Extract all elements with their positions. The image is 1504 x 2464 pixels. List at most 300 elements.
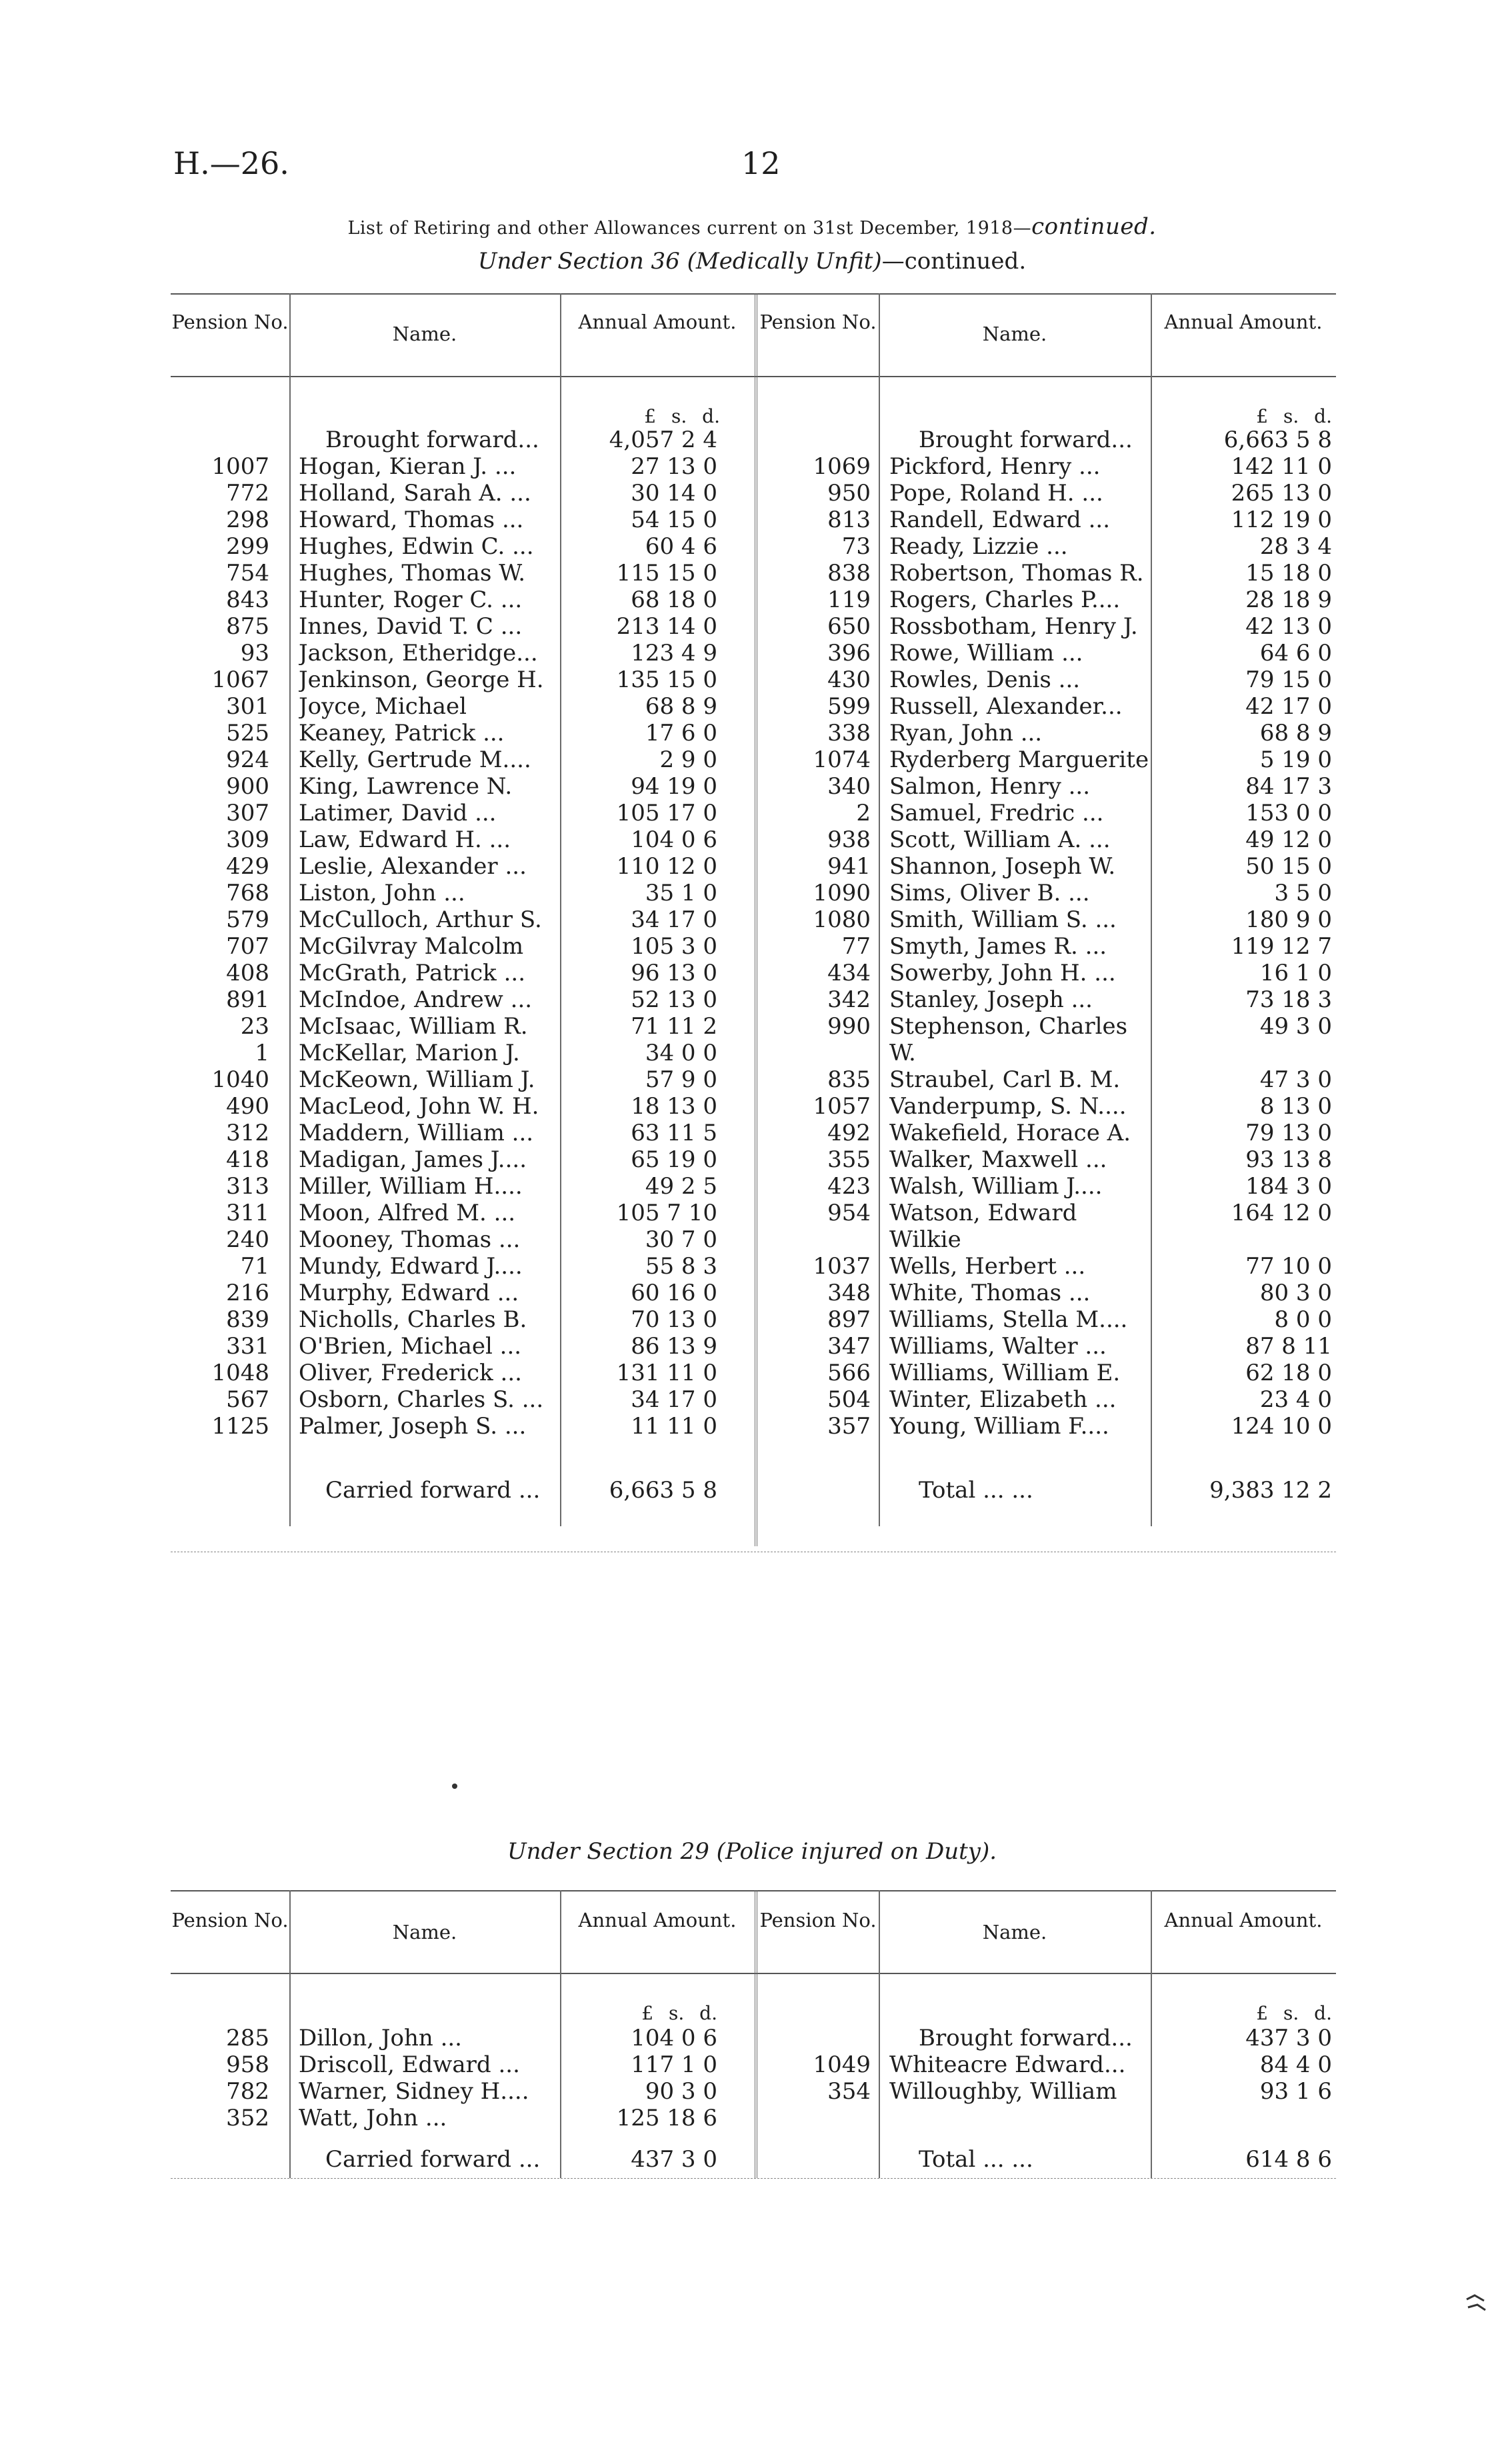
annual-amount: 60 4 6 — [645, 533, 717, 560]
pension-no: 492 — [827, 1120, 871, 1146]
section36-subheading — [0, 248, 1504, 275]
annual-amount: 57 9 0 — [645, 1066, 717, 1093]
page-heading — [0, 213, 1504, 240]
pensioner-name: Dillon, John ... — [299, 2025, 462, 2051]
pension-no: 990 — [827, 1013, 871, 1040]
pension-no: 429 — [226, 853, 269, 880]
pension-no: 348 — [827, 1280, 871, 1306]
pensioner-name: Ready, Lizzie ... — [889, 533, 1068, 560]
pensioner-name: Holland, Sarah A. ... — [299, 480, 531, 507]
pension-no: 423 — [827, 1173, 871, 1200]
table-row — [171, 1120, 1336, 1146]
pensioner-name: Watson, Edward — [889, 1200, 1077, 1226]
table-row — [171, 800, 1336, 826]
pension-no: 434 — [827, 960, 871, 986]
pensioner-name: Hunter, Roger C. ... — [299, 587, 523, 613]
annual-amount: 87 8 11 — [1245, 1333, 1332, 1360]
pensioner-name: Young, William F.... — [889, 1413, 1109, 1440]
annual-amount: 49 3 0 — [1259, 1013, 1332, 1040]
annual-amount: 180 9 0 — [1245, 906, 1332, 933]
pension-no: 430 — [827, 666, 871, 693]
pensioner-name: Kelly, Gertrude M.... — [299, 746, 531, 773]
pension-no: 340 — [827, 773, 871, 800]
annual-amount: 115 15 0 — [616, 560, 717, 587]
pensioner-name: Liston, John ... — [299, 880, 465, 906]
carried-forward-label: Carried forward ... — [325, 2146, 541, 2173]
table-row — [171, 1040, 1336, 1066]
table-row — [171, 2105, 1336, 2131]
pension-no: 347 — [827, 1333, 871, 1360]
annual-amount: 34 17 0 — [631, 1386, 717, 1413]
pension-no: 1069 — [813, 453, 871, 480]
header-rule — [171, 376, 1336, 377]
annual-amount: 71 11 2 — [631, 1013, 717, 1040]
brought-forward-amount: 4,057 2 4 — [609, 427, 717, 453]
top-rule — [171, 293, 1336, 295]
table-row — [171, 1280, 1336, 1306]
pension-no: 941 — [827, 853, 871, 880]
pension-no: 408 — [226, 960, 269, 986]
table-row — [171, 693, 1336, 720]
table-row — [171, 2051, 1336, 2078]
pension-no: 1125 — [211, 1413, 269, 1440]
table-row — [171, 666, 1336, 693]
annual-amount: 117 1 0 — [631, 2051, 717, 2078]
table-row — [171, 773, 1336, 800]
annual-amount: 142 11 0 — [1231, 453, 1332, 480]
pension-no: 354 — [827, 2078, 871, 2105]
pensioner-name: Wilkie — [889, 1226, 961, 1253]
pensioner-name: Wells, Herbert ... — [889, 1253, 1086, 1280]
col-header-annual-amount: Annual Amount. — [1164, 1909, 1323, 1931]
pensioner-name: Mundy, Edward J.... — [299, 1253, 523, 1280]
pensioner-name: Williams, Walter ... — [889, 1333, 1107, 1360]
pension-no: 1067 — [211, 666, 269, 693]
annual-amount: 96 13 0 — [631, 960, 717, 986]
pensioner-name: McGilvray Malcolm — [299, 933, 524, 960]
pensioner-name: Smyth, James R. ... — [889, 933, 1107, 960]
annual-amount: 28 18 9 — [1245, 587, 1332, 613]
annual-amount: 28 3 4 — [1259, 533, 1332, 560]
table-row — [171, 587, 1336, 613]
annual-amount: 30 7 0 — [645, 1226, 717, 1253]
table-row — [171, 533, 1336, 560]
annual-amount: 42 17 0 — [1245, 693, 1332, 720]
table-row — [171, 960, 1336, 986]
annual-amount: 35 1 0 — [645, 880, 717, 906]
annual-amount: 17 6 0 — [645, 720, 717, 746]
col-header-annual-amount: Annual Amount. — [1164, 311, 1323, 333]
pension-no: 707 — [226, 933, 269, 960]
brought-forward-amount: 6,663 5 8 — [1223, 427, 1332, 453]
annual-amount: 164 12 0 — [1231, 1200, 1332, 1226]
pensioner-name: Robertson, Thomas R. — [889, 560, 1144, 587]
col-header-name: Name. — [392, 1921, 457, 1943]
col-header-pension-no: Pension No. — [759, 1909, 877, 1931]
pension-no: 307 — [226, 800, 269, 826]
annual-amount: 94 19 0 — [631, 773, 717, 800]
table-row — [171, 1386, 1336, 1413]
table-row — [171, 560, 1336, 587]
annual-amount: 153 0 0 — [1245, 800, 1332, 826]
pensioner-name: Rossbotham, Henry J. — [889, 613, 1138, 640]
pension-no: 813 — [827, 507, 871, 533]
carried-forward-amount: 6,663 5 8 — [609, 1477, 717, 1504]
pensioner-name: Mooney, Thomas ... — [299, 1226, 521, 1253]
annual-amount: 64 6 0 — [1259, 640, 1332, 666]
pensioner-name: Oliver, Frederick ... — [299, 1360, 522, 1386]
brought-forward-label: Brought forward... — [919, 2025, 1133, 2051]
pensioner-name: King, Lawrence N. — [299, 773, 513, 800]
table-row — [171, 507, 1336, 533]
pensioner-name: Pickford, Henry ... — [889, 453, 1101, 480]
section29-table — [171, 1890, 1336, 2210]
stray-mark — [1464, 2287, 1487, 2314]
pension-no: 1074 — [813, 746, 871, 773]
currency-units: £ s. d. — [644, 405, 720, 427]
pensioner-name: Rowles, Denis ... — [889, 666, 1081, 693]
annual-amount: 49 2 5 — [645, 1173, 717, 1200]
pensioner-name: Palmer, Joseph S. ... — [299, 1413, 527, 1440]
pension-no: 119 — [827, 587, 871, 613]
pension-no: 490 — [226, 1093, 269, 1120]
pensioner-name: Stephenson, Charles — [889, 1013, 1128, 1040]
pensioner-name: Ryan, John ... — [889, 720, 1043, 746]
col-header-name: Name. — [982, 1921, 1047, 1943]
total-amount: 614 8 6 — [1245, 2146, 1332, 2173]
annual-amount: 110 12 0 — [616, 853, 717, 880]
pensioner-name: Warner, Sidney H.... — [299, 2078, 529, 2105]
pension-no: 93 — [240, 640, 269, 666]
annual-amount: 265 13 0 — [1231, 480, 1332, 507]
annual-amount: 8 0 0 — [1274, 1306, 1332, 1333]
table-row — [171, 1200, 1336, 1226]
col-header-annual-amount: Annual Amount. — [578, 311, 737, 333]
pension-no: 938 — [827, 826, 871, 853]
col-header-pension-no: Pension No. — [759, 311, 877, 333]
pension-no: 352 — [226, 2105, 269, 2131]
pensioner-name: Nicholls, Charles B. — [299, 1306, 527, 1333]
table-row — [171, 1066, 1336, 1093]
pension-no: 875 — [226, 613, 269, 640]
pensioner-name: Whiteacre Edward... — [889, 2051, 1126, 2078]
table-row — [171, 1226, 1336, 1253]
pensioner-name: MacLeod, John W. H. — [299, 1093, 539, 1120]
pensioner-name: Jenkinson, George H. — [299, 666, 544, 693]
carried-forward-label: Carried forward ... — [325, 1477, 541, 1504]
annual-amount: 131 11 0 — [616, 1360, 717, 1386]
pensioner-name: Shannon, Joseph W. — [889, 853, 1116, 880]
annual-amount: 63 11 5 — [631, 1120, 717, 1146]
table-row — [171, 640, 1336, 666]
annual-amount: 84 4 0 — [1259, 2051, 1332, 2078]
pensioner-name: Innes, David T. C ... — [299, 613, 523, 640]
header-rule — [171, 1973, 1336, 1974]
subheading-continued: —continued. — [881, 248, 1027, 275]
pensioner-name: McCulloch, Arthur S. — [299, 906, 542, 933]
pensioner-name: Rogers, Charles P.... — [889, 587, 1121, 613]
annual-amount: 62 18 0 — [1245, 1360, 1332, 1386]
brought-forward-label: Brought forward... — [325, 427, 539, 453]
annual-amount: 73 18 3 — [1245, 986, 1332, 1013]
pension-no: 313 — [226, 1173, 269, 1200]
pension-no: 504 — [827, 1386, 871, 1413]
table-row — [171, 1013, 1336, 1040]
pension-no: 338 — [827, 720, 871, 746]
annual-amount: 34 0 0 — [645, 1040, 717, 1066]
table-row — [171, 1360, 1336, 1386]
pension-no: 1057 — [813, 1093, 871, 1120]
table-row — [171, 746, 1336, 773]
pension-no: 897 — [827, 1306, 871, 1333]
pension-no: 579 — [226, 906, 269, 933]
annual-amount: 8 13 0 — [1259, 1093, 1332, 1120]
pension-no: 843 — [226, 587, 269, 613]
pension-no: 309 — [226, 826, 269, 853]
pensioner-name: McKellar, Marion J. — [299, 1040, 520, 1066]
pensioner-name: Pope, Roland H. ... — [889, 480, 1103, 507]
table-row — [171, 1173, 1336, 1200]
annual-amount: 93 13 8 — [1245, 1146, 1332, 1173]
pensioner-name: Joyce, Michael — [299, 693, 467, 720]
pension-no: 567 — [226, 1386, 269, 1413]
annual-amount: 18 13 0 — [631, 1093, 717, 1120]
carried-forward-amount: 437 3 0 — [631, 2146, 717, 2173]
pension-no: 418 — [226, 1146, 269, 1173]
pensioner-name: Watt, John ... — [299, 2105, 447, 2131]
annual-amount: 124 10 0 — [1231, 1413, 1332, 1440]
table-row — [171, 933, 1336, 960]
pension-no: 900 — [226, 773, 269, 800]
table-row — [171, 1253, 1336, 1280]
pension-no: 924 — [226, 746, 269, 773]
pension-no: 311 — [226, 1200, 269, 1226]
currency-units: £ s. d. — [1256, 405, 1332, 427]
annual-amount: 105 3 0 — [631, 933, 717, 960]
annual-amount: 52 13 0 — [631, 986, 717, 1013]
pension-no: 768 — [226, 880, 269, 906]
pensioner-name: Winter, Elizabeth ... — [889, 1386, 1117, 1413]
pension-no: 782 — [226, 2078, 269, 2105]
page-number: 12 — [741, 145, 781, 181]
pension-no: 240 — [226, 1226, 269, 1253]
pensioner-name: Hogan, Kieran J. ... — [299, 453, 517, 480]
pension-no: 1080 — [813, 906, 871, 933]
pensioner-name: Scott, William A. ... — [889, 826, 1111, 853]
pensioner-name: Keaney, Patrick ... — [299, 720, 505, 746]
pensioner-name: McKeown, William J. — [299, 1066, 535, 1093]
annual-amount: 70 13 0 — [631, 1306, 717, 1333]
table-row — [171, 1306, 1336, 1333]
pensioner-name: Jackson, Etheridge... — [299, 640, 538, 666]
currency-units: £ s. d. — [641, 2002, 717, 2024]
annual-amount: 112 19 0 — [1231, 507, 1332, 533]
pensioner-name: Straubel, Carl B. M. — [889, 1066, 1121, 1093]
annual-amount: 47 3 0 — [1259, 1066, 1332, 1093]
pension-no: 2 — [856, 800, 871, 826]
table-row — [171, 1146, 1336, 1173]
annual-amount: 79 13 0 — [1245, 1120, 1332, 1146]
pensioner-name: Howard, Thomas ... — [299, 507, 524, 533]
pensioner-name: Russell, Alexander... — [889, 693, 1123, 720]
annual-amount: 11 11 0 — [631, 1413, 717, 1440]
table-row — [171, 880, 1336, 906]
pensioner-name: Willoughby, William — [889, 2078, 1117, 2105]
pension-no: 599 — [827, 693, 871, 720]
table-row — [171, 1413, 1336, 1440]
table-row — [171, 1333, 1336, 1360]
brought-forward-row — [171, 2025, 1336, 2051]
pensioner-name: Sims, Oliver B. ... — [889, 880, 1090, 906]
pensioner-name: Madigan, James J.... — [299, 1146, 527, 1173]
annual-amount: 34 17 0 — [631, 906, 717, 933]
table-row — [171, 986, 1336, 1013]
table-row — [171, 480, 1336, 507]
subheading-section: Under Section 36 (Medically Unfit) — [477, 248, 882, 275]
annual-amount: 54 15 0 — [631, 507, 717, 533]
pensioner-name: White, Thomas ... — [889, 1280, 1091, 1306]
annual-amount: 27 13 0 — [631, 453, 717, 480]
table-row — [171, 853, 1336, 880]
pensioner-name: O'Brien, Michael ... — [299, 1333, 522, 1360]
annual-amount: 68 8 9 — [645, 693, 717, 720]
pension-no: 1 — [255, 1040, 269, 1066]
annual-amount: 79 15 0 — [1245, 666, 1332, 693]
pension-no: 525 — [226, 720, 269, 746]
annual-amount: 42 13 0 — [1245, 613, 1332, 640]
pensioner-name: Walker, Maxwell ... — [889, 1146, 1107, 1173]
col-header-pension-no: Pension No. — [171, 1909, 289, 1931]
total-label: Total ... ... — [919, 2146, 1033, 2173]
table-row — [171, 453, 1336, 480]
annual-amount: 123 4 9 — [631, 640, 717, 666]
pensioner-name: Hughes, Edwin C. ... — [299, 533, 534, 560]
pension-no: 566 — [827, 1360, 871, 1386]
heading-text: List of Retiring and other Allowances current on 31st December, 1918— — [347, 218, 1032, 239]
table-row — [171, 613, 1336, 640]
pension-no: 838 — [827, 560, 871, 587]
annual-amount: 3 5 0 — [1274, 880, 1332, 906]
pensioner-name: Williams, Stella M.... — [889, 1306, 1128, 1333]
annual-amount: 23 4 0 — [1259, 1386, 1332, 1413]
pensioner-name: Williams, William E. — [889, 1360, 1121, 1386]
pensioner-name: Law, Edward H. ... — [299, 826, 511, 853]
pensioner-name: McGrath, Patrick ... — [299, 960, 525, 986]
pension-no: 950 — [827, 480, 871, 507]
annual-amount: 135 15 0 — [616, 666, 717, 693]
pension-no: 301 — [226, 693, 269, 720]
pension-no: 77 — [841, 933, 871, 960]
pension-no: 71 — [240, 1253, 269, 1280]
pensioner-name: Wakefield, Horace A. — [889, 1120, 1131, 1146]
pension-no: 299 — [226, 533, 269, 560]
table-row — [171, 1093, 1336, 1120]
pensioner-name: Walsh, William J.... — [889, 1173, 1103, 1200]
annual-amount: 184 3 0 — [1245, 1173, 1332, 1200]
table-row — [171, 2078, 1336, 2105]
pension-no: 331 — [226, 1333, 269, 1360]
annual-amount: 84 17 3 — [1245, 773, 1332, 800]
annual-amount: 90 3 0 — [645, 2078, 717, 2105]
pensioner-name: Maddern, William ... — [299, 1120, 534, 1146]
pension-no: 835 — [827, 1066, 871, 1093]
total-label: Total ... ... — [919, 1477, 1033, 1504]
pensioner-name: Sowerby, John H. ... — [889, 960, 1116, 986]
annual-amount: 50 15 0 — [1245, 853, 1332, 880]
pensioner-name: Hughes, Thomas W. — [299, 560, 526, 587]
col-header-pension-no: Pension No. — [171, 311, 289, 333]
annual-amount: 104 0 6 — [631, 826, 717, 853]
pensioner-name: W. — [889, 1040, 916, 1066]
annual-amount: 65 19 0 — [631, 1146, 717, 1173]
pension-no: 754 — [226, 560, 269, 587]
pensioner-name: Smith, William S. ... — [889, 906, 1117, 933]
pension-no: 298 — [226, 507, 269, 533]
currency-units: £ s. d. — [1256, 2002, 1332, 2024]
pension-no: 285 — [226, 2025, 269, 2051]
annual-amount: 77 10 0 — [1245, 1253, 1332, 1280]
pensioner-name: Stanley, Joseph ... — [889, 986, 1093, 1013]
pension-no: 1007 — [211, 453, 269, 480]
pension-no: 650 — [827, 613, 871, 640]
pensioner-name: Driscoll, Edward ... — [299, 2051, 520, 2078]
annual-amount: 104 0 6 — [631, 2025, 717, 2051]
pensioner-name: Vanderpump, S. N.... — [889, 1093, 1127, 1120]
pension-no: 1090 — [813, 880, 871, 906]
annual-amount: 68 8 9 — [1259, 720, 1332, 746]
annual-amount: 15 18 0 — [1245, 560, 1332, 587]
annual-amount: 60 16 0 — [631, 1280, 717, 1306]
pension-no: 1037 — [813, 1253, 871, 1280]
annual-amount: 30 14 0 — [631, 480, 717, 507]
pension-no: 772 — [226, 480, 269, 507]
pension-no: 355 — [827, 1146, 871, 1173]
brought-forward-amount: 437 3 0 — [1245, 2025, 1332, 2051]
heading-continued: continued. — [1031, 213, 1157, 240]
annual-amount: 93 1 6 — [1259, 2078, 1332, 2105]
brought-forward-label: Brought forward... — [919, 427, 1133, 453]
pensioner-name: McIndoe, Andrew ... — [299, 986, 533, 1013]
col-header-name: Name. — [392, 323, 457, 345]
pension-no: 958 — [226, 2051, 269, 2078]
col-header-name: Name. — [982, 323, 1047, 345]
pensioner-name: Latimer, David ... — [299, 800, 497, 826]
pension-no: 342 — [827, 986, 871, 1013]
annual-amount: 55 8 3 — [645, 1253, 717, 1280]
annual-amount: 125 18 6 — [616, 2105, 717, 2131]
table-row — [171, 720, 1336, 746]
annual-amount: 2 9 0 — [659, 746, 717, 773]
pension-no: 1040 — [211, 1066, 269, 1093]
pension-no: 216 — [226, 1280, 269, 1306]
pensioner-name: Moon, Alfred M. ... — [299, 1200, 516, 1226]
pension-no: 954 — [827, 1200, 871, 1226]
pension-no: 1049 — [813, 2051, 871, 2078]
pensioner-name: Randell, Edward ... — [889, 507, 1111, 533]
annual-amount: 119 12 7 — [1231, 933, 1332, 960]
annual-amount: 16 1 0 — [1259, 960, 1332, 986]
pensioner-name: McIsaac, William R. — [299, 1013, 528, 1040]
pension-no: 891 — [226, 986, 269, 1013]
pensioner-name: Leslie, Alexander ... — [299, 853, 527, 880]
pensioner-name: Murphy, Edward ... — [299, 1280, 519, 1306]
pensioner-name: Salmon, Henry ... — [889, 773, 1091, 800]
pensioner-name: Rowe, William ... — [889, 640, 1083, 666]
top-rule — [171, 1890, 1336, 1891]
bottom-rule — [171, 2178, 1336, 2179]
pension-no: 357 — [827, 1413, 871, 1440]
pensioner-name: Samuel, Fredric ... — [889, 800, 1104, 826]
